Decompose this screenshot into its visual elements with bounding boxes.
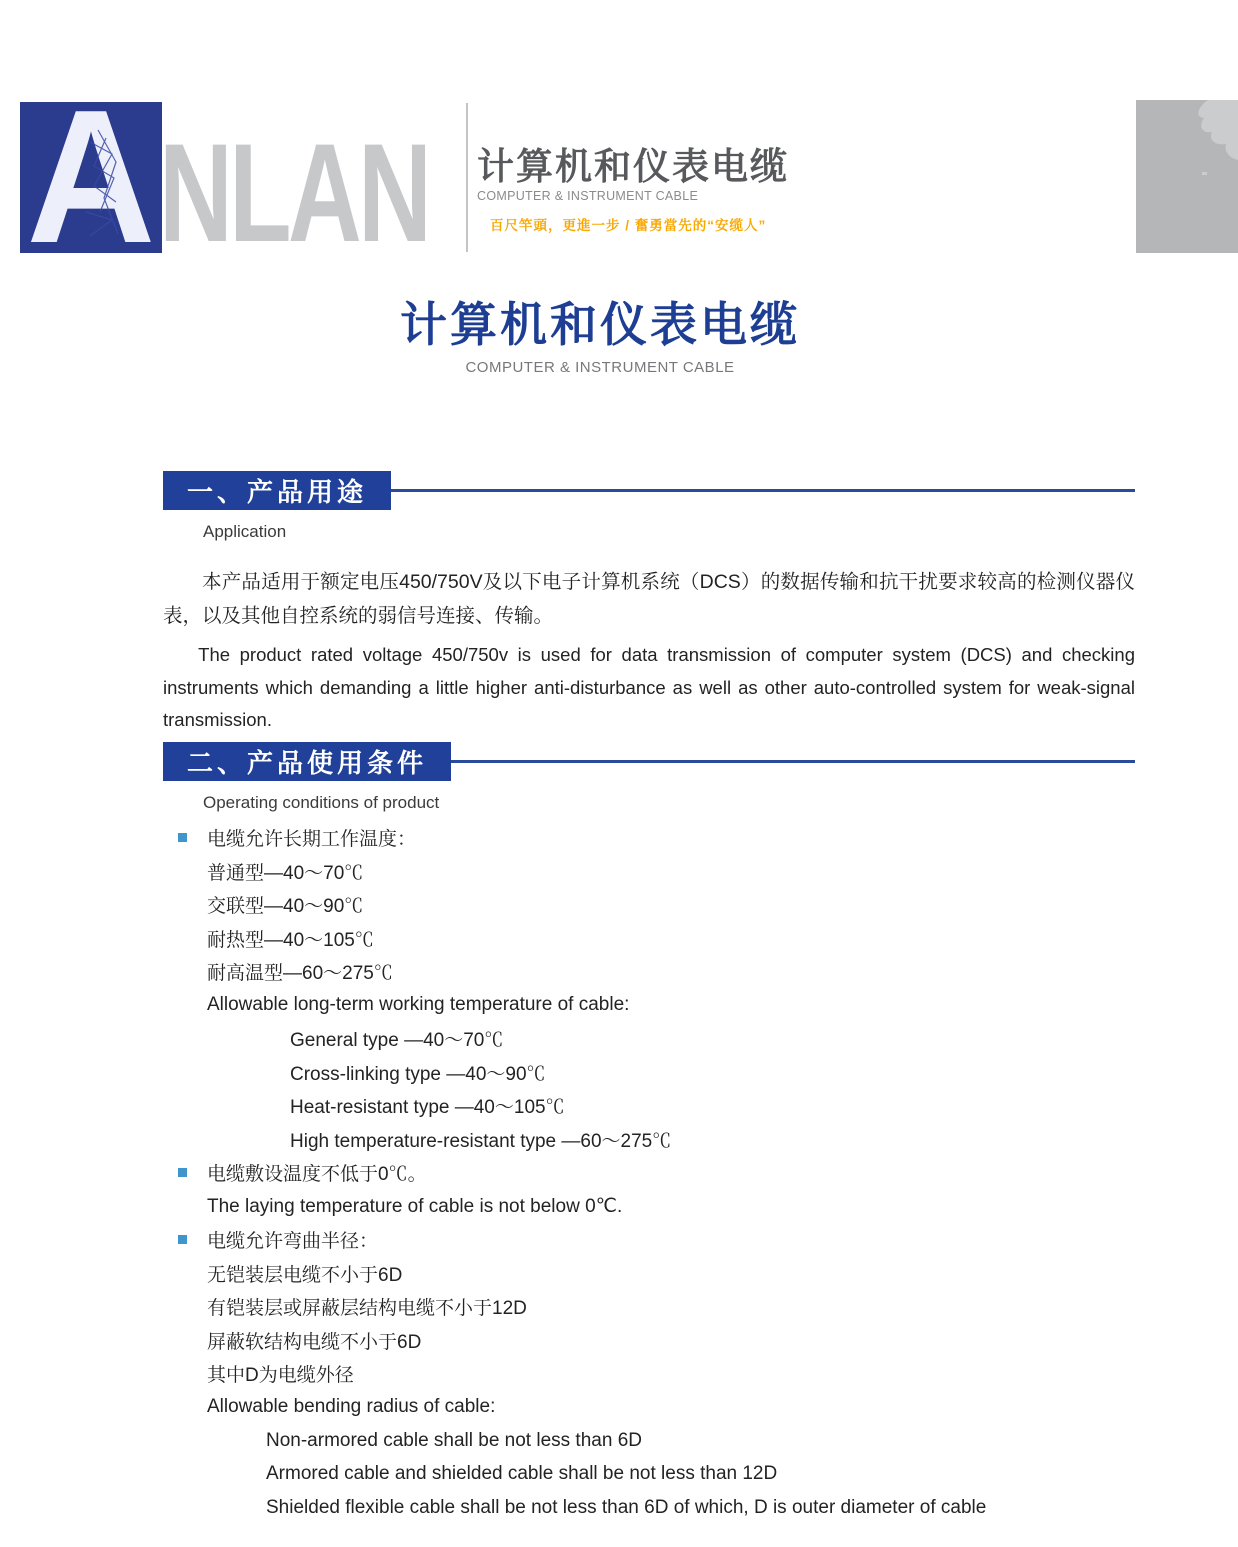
section-heading-rule xyxy=(451,760,1135,763)
leaf-silhouette-icon xyxy=(1136,100,1238,253)
logo-mark xyxy=(20,102,162,253)
list-item-text: Non-armored cable shall be not less than 6D xyxy=(266,1429,642,1451)
logo-letter-a: A xyxy=(26,102,156,253)
list-item-text: 无铠装层电缆不小于6D xyxy=(207,1264,403,1286)
header-divider xyxy=(466,103,468,252)
header-text-block xyxy=(477,146,789,234)
list-item xyxy=(163,1458,1135,1492)
page-title: 计算机和仪表电缆 xyxy=(400,298,800,351)
list-item xyxy=(163,1357,1135,1391)
decorative-image xyxy=(1136,100,1238,253)
list-item-text: Allowable bending radius of cable: xyxy=(207,1396,496,1418)
list-item xyxy=(163,1123,1135,1157)
list-item-text: Allowable long-term working temperature of cable: xyxy=(207,994,630,1016)
bullet-square-icon xyxy=(178,833,187,842)
list-item xyxy=(163,1290,1135,1324)
list-item-text: The laying temperature of cable is not below 0℃. xyxy=(207,1195,623,1217)
list-item xyxy=(163,1257,1135,1291)
list-item-text: High temperature-resistant type —60～275℃ xyxy=(290,1130,672,1152)
list-item-text: 耐热型—40～105℃ xyxy=(207,929,374,951)
section2-subheading: Operating conditions of product xyxy=(203,793,440,812)
header-product-line-cn: 计算机和仪表电缆 xyxy=(477,146,789,187)
list-item xyxy=(163,1156,1135,1190)
list-item-text: 有铠装层或屏蔽层结构电缆不小于12D xyxy=(207,1298,527,1320)
list-item xyxy=(163,955,1135,989)
list-item xyxy=(163,888,1135,922)
header-product-line-en: COMPUTER & INSTRUMENT CABLE xyxy=(477,189,699,203)
list-item-text: 耐高温型—60～275℃ xyxy=(207,963,393,985)
list-item xyxy=(163,1190,1135,1224)
list-item xyxy=(163,1491,1135,1525)
conditions-list xyxy=(163,821,1135,1525)
bullet-square-icon xyxy=(178,1235,187,1244)
list-item xyxy=(163,855,1135,889)
list-item-text: Heat-resistant type —40～105℃ xyxy=(290,1097,565,1119)
pylon-sketch-icon xyxy=(20,102,162,253)
list-item-text: 交联型—40～90℃ xyxy=(207,896,364,918)
list-item-text: Cross-linking type —40～90℃ xyxy=(290,1063,546,1085)
section-heading-rule xyxy=(391,489,1135,492)
section1-heading-badge: 一、产品用途 xyxy=(163,471,391,510)
list-item xyxy=(163,1223,1135,1257)
section-heading-row xyxy=(163,742,1135,781)
section1-subheading: Application xyxy=(203,522,287,541)
list-item xyxy=(163,1089,1135,1123)
list-item-text: 电缆允许弯曲半径： xyxy=(207,1231,379,1253)
page-subtitle: COMPUTER & INSTRUMENT CABLE xyxy=(465,359,735,376)
brand-slogan: 百尺竿頭，更進一步 / 奮勇當先的“安缆人” xyxy=(490,218,767,233)
section-application xyxy=(163,471,1135,737)
list-item xyxy=(163,922,1135,956)
list-item-text: 其中D为电缆外径 xyxy=(207,1365,354,1387)
section2-heading-badge: 二、产品使用条件 xyxy=(163,742,451,781)
section-heading-row xyxy=(163,471,1135,510)
list-item xyxy=(163,1056,1135,1090)
list-item-text: Armored cable and shielded cable shall be not less than 12D xyxy=(266,1463,778,1485)
list-item-text: 电缆敷设温度不低于0℃。 xyxy=(207,1164,427,1186)
application-paragraph-en: The product rated voltage 450/750v is used for data transmission of computer system (DCS) and checking instruments which demanding a little higher anti-disturbance as well as other auto-controlled system for weak-signal transmission. xyxy=(163,644,1135,730)
list-item-text: Shielded flexible cable shall be not less than 6D of which, D is outer diameter of cable xyxy=(266,1496,987,1518)
list-item-text: 电缆允许长期工作温度： xyxy=(207,829,417,851)
list-item-text: 普通型—40～70℃ xyxy=(207,862,364,884)
page-title-block xyxy=(0,299,1200,376)
list-item xyxy=(163,1324,1135,1358)
list-item xyxy=(163,1022,1135,1056)
list-item xyxy=(163,1391,1135,1425)
list-item xyxy=(163,1424,1135,1458)
logo-wordmark: NLAN xyxy=(159,114,429,271)
list-item-text: 屏蔽软结构电缆不小于6D xyxy=(207,1331,422,1353)
list-item xyxy=(163,821,1135,855)
application-paragraph-cn: 本产品适用于额定电压450/750V及以下电子计算机系统（DCS）的数据传输和抗干扰要求较高的检测仪器仪表，以及其他自控系统的弱信号连接、传输。 xyxy=(163,571,1135,627)
list-item xyxy=(163,989,1135,1023)
bullet-square-icon xyxy=(178,1168,187,1177)
section-operating-conditions xyxy=(163,742,1135,1525)
list-item-text: General type —40～70℃ xyxy=(290,1030,504,1052)
